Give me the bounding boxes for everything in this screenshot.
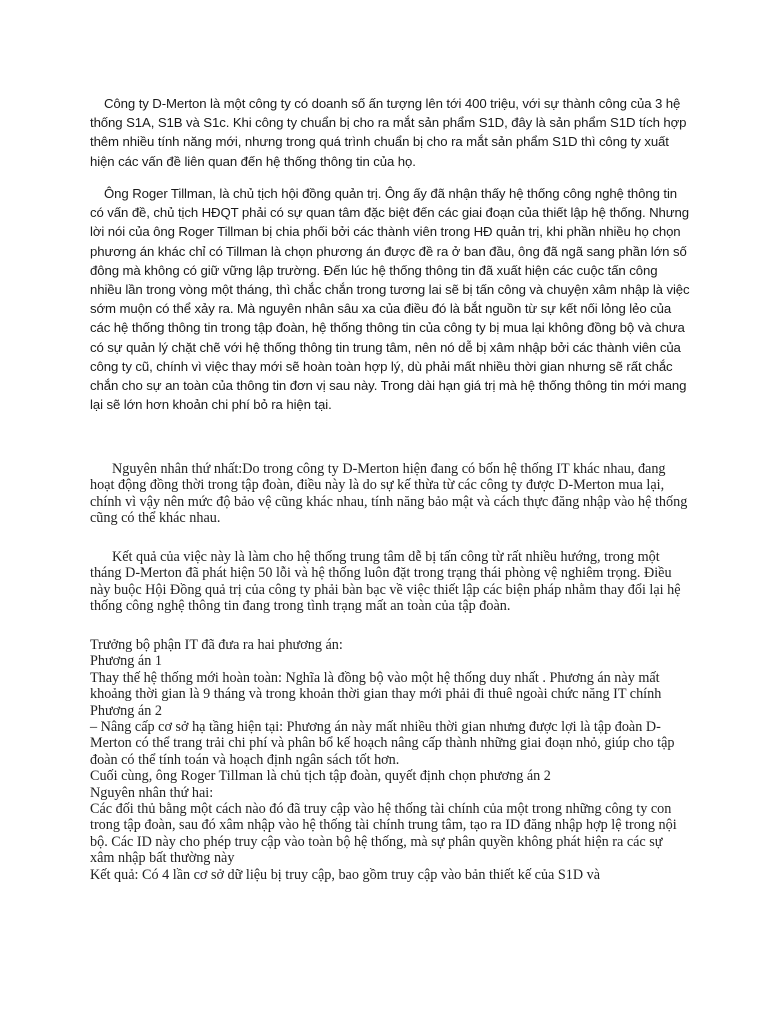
line-option-1-title: Phương án 1 bbox=[90, 653, 162, 670]
paragraph-roger-tillman: Ông Roger Tillman, là chủ tịch hội đồng quản trị. Ông ấy đã nhận thấy hệ thống công nghệ thông tin có vấn đề, chủ tịch HĐQT phải có sự quan tâm đặc biệt đến các giai đoạn của thiết lập hệ thống. Nhưng lời nói của ông Roger Tillman bị chia phối bởi các thành viên trong HĐ quản trị, khi phần nhiều họ chọn phương án khác chỉ có Tillman là chọn phương án được đề ra ở ban đầu, ông đã ngã sang phần lớn số đông mà không có giữ vững lập trường. Đến lúc hệ thống thông tin đã xuất hiện các cuộc tấn công nhiều lần trong vòng một tháng, thì chắc chắn trong tương lai sẽ bị tấn công và chuyện xâm nhập là việc sớm muộn có thể xảy ra. Mà nguyên nhân sâu xa của điều đó là bắt nguồn từ sự kết nối lỏng lẻo của các hệ thống thông tin trong tập đoàn, hệ thống thông tin của công ty bị mua lại không đồng bộ và chưa có sự quản lý chặt chẽ với hệ thống thông tin trung tâm, nên nó dễ bị xâm nhập bởi các thành viên của công ty cũ, chính vì việc thay mới sẽ hoàn toàn hợp lý, dù phải mất nhiều thời gian nhưng sẽ rất chắc chắn cho sự an toàn của thông tin đơn vị sau này. Trong dài hạn giá trị mà hệ thống thông tin mới mang lại sẽ lớn hơn khoản chi phí bỏ ra hiện tại. bbox=[90, 186, 690, 413]
line-it-options-heading: Trưởng bộ phận IT đã đưa ra hai phương án: bbox=[90, 637, 343, 653]
line-second-cause-body: Các đối thủ bằng một cách nào đó đã truy cập vào hệ thống tài chính của một trong những công ty con trong tập đoàn, sau đó xâm nhập vào hệ thống tài chính trung tâm, tạo ra ID đăng nhập hợp lệ trong nội bộ. Các ID này cho phép truy cập vào toàn bộ hệ thống, mà sự phân quyền không phát hiện ra các sự xâm nhập bất thường này bbox=[90, 801, 677, 867]
line-option-2-title: Phương án 2 bbox=[90, 702, 162, 719]
line-result-2: Kết quả: Có 4 lần cơ sở dữ liệu bị truy cập, bao gồm truy cập vào bản thiết kế của S1D và bbox=[90, 866, 601, 883]
paragraph-first-cause: Nguyên nhân thứ nhất:Do trong công ty D-Merton hiện đang có bốn hệ thống IT khác nhau, đang hoạt động đồng thời trong tập đoàn, điều này là do sự kế thừa từ các công ty được D-Merton mua lại, chính vì vậy nên mức độ bảo vệ cũng khác nhau, tính năng bảo mật và cách thực đăng nhập vào hệ thống cũng có thể khác nhau. bbox=[90, 461, 688, 527]
paragraph-result: Kết quả của việc này là làm cho hệ thống trung tâm dễ bị tấn công từ rất nhiều hướng, trong một tháng D-Merton đã phát hiện 50 lỗi và hệ thống luôn đặt trong trạng thái phòng vệ nghiêm trọng. Điều này buộc Hội Đồng quả trị của công ty phải bàn bạc về việc thiết lập các biện pháp nhằm thay đổi lại hệ thống công nghệ thông tin đang trong tình trạng mất an toàn của tập đoàn. bbox=[90, 549, 681, 615]
document-body-lines bbox=[90, 637, 690, 883]
line-option-2-body: – Nâng cấp cơ sở hạ tầng hiện tại: Phương án này mất nhiều thời gian nhưng được lợi là tập đoàn D-Merton có thể trang trải chi phí và phân bổ kế hoạch nâng cấp thành những giai đoạn nhỏ, giúp cho tập đoàn có thể tính toán và hoạch định ngân sách tốt hơn. bbox=[90, 719, 675, 768]
line-decision: Cuối cùng, ông Roger Tillman là chủ tịch tập đoàn, quyết định chọn phương án 2 bbox=[90, 768, 551, 785]
line-option-1-body: Thay thế hệ thống mới hoàn toàn: Nghĩa là đồng bộ vào một hệ thống duy nhất . Phương án này mất khoảng thời gian là 9 tháng và trong khoản thời gian thay mới phải đi thuê ngoài chức năng IT chính bbox=[90, 669, 662, 703]
line-second-cause-title: Nguyên nhân thứ hai: bbox=[90, 784, 214, 801]
paragraph-intro: Công ty D-Merton là một công ty có doanh số ấn tượng lên tới 400 triệu, với sự thành công của 3 hệ thống S1A, S1B và S1c. Khi công ty chuẩn bị cho ra mắt sản phẩm S1D, đây là sản phẩm S1D tích hợp thêm nhiều tính năng mới, nhưng trong quá trình chuẩn bị cho ra mắt sản phẩm S1D thì công ty xuất hiện các vấn đề liên quan đến hệ thống thông tin của họ. bbox=[90, 96, 687, 169]
